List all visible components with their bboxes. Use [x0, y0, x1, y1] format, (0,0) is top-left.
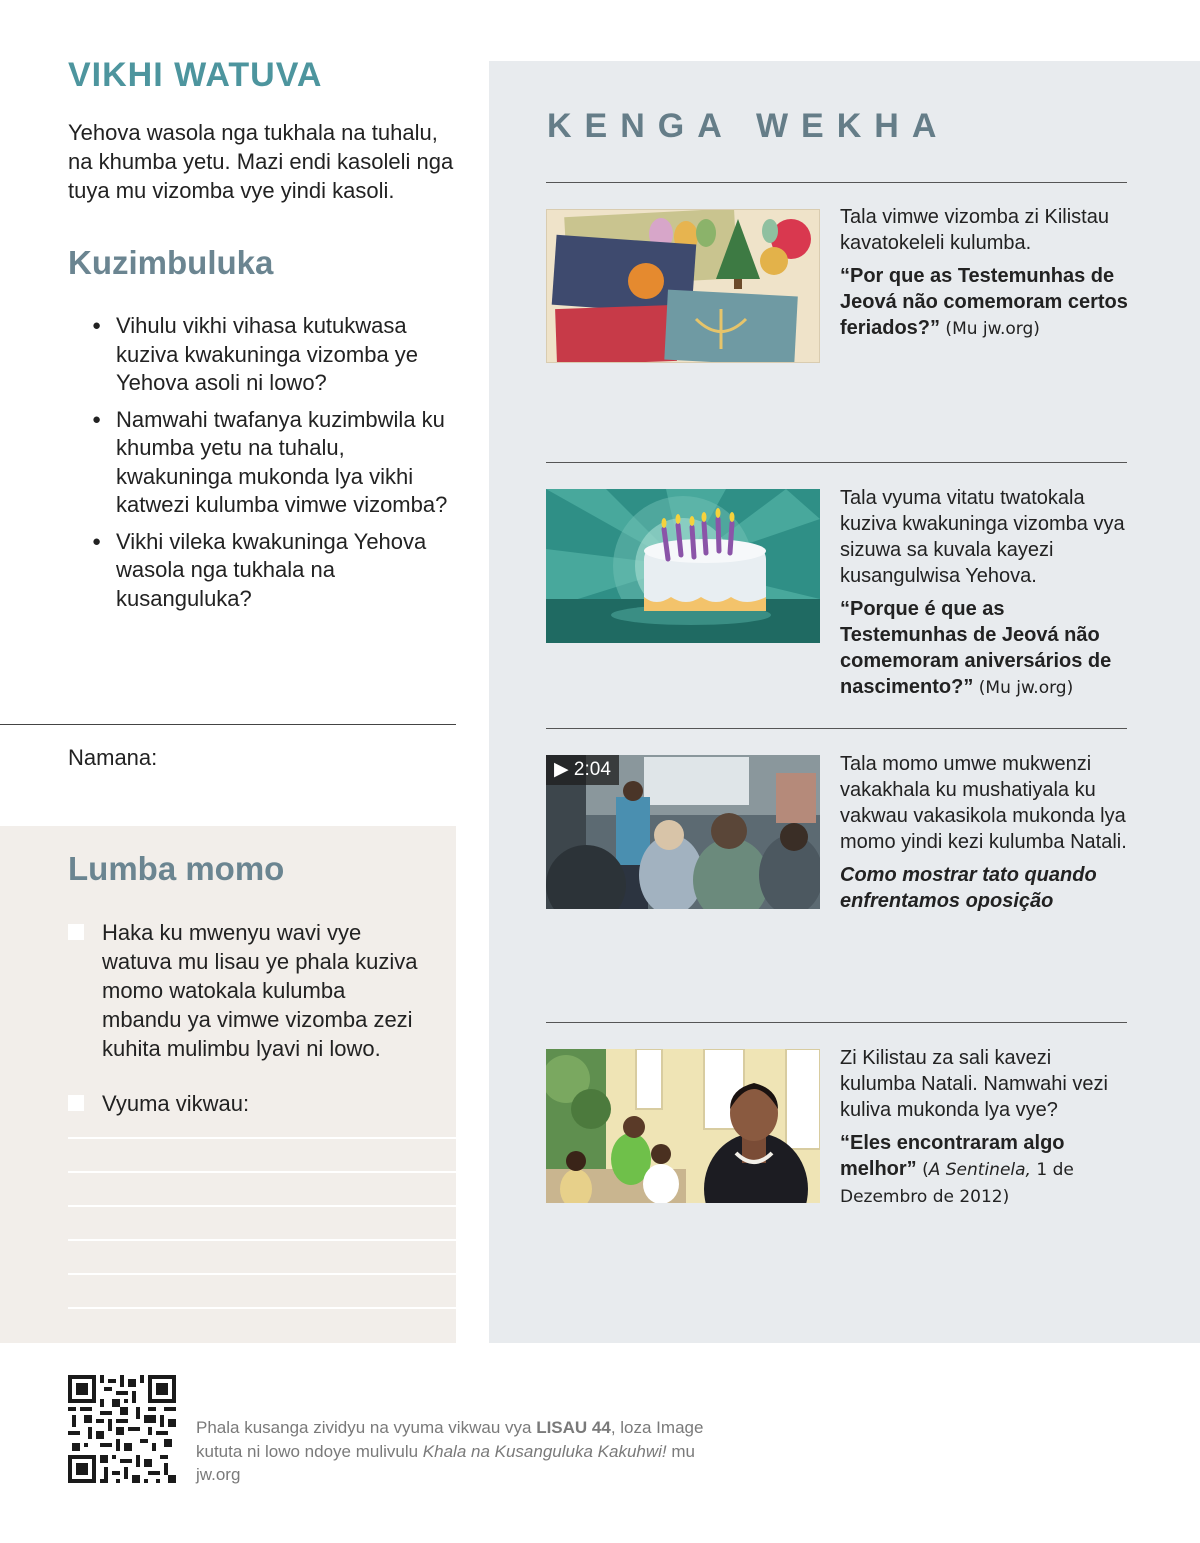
resource-description: Tala vimwe vizomba zi Kilistau kavatokeleli kulumba. [840, 206, 1109, 254]
video-duration: 2:04 [573, 759, 611, 780]
reference-source: ( [916, 1160, 929, 1180]
recap-heading: Kuzimbuluka [68, 244, 274, 281]
resource-item [840, 1045, 1130, 1210]
resource-item [840, 485, 1130, 701]
writing-line[interactable] [68, 1307, 456, 1309]
section-title: VIKHI WATUVA [68, 56, 323, 94]
resource-reference [840, 862, 1130, 914]
reference-title[interactable]: “Porque é que as Testemunhas de Jeová não comemoram aniversários de nascimento?” [840, 598, 1112, 698]
lesson-number: LISAU 44 [536, 1418, 611, 1437]
holidays-collage-illustration [546, 209, 820, 363]
explore-heading: KENGA WEKHA [547, 107, 950, 145]
reference-date: 1 de Dezembro de 2012) [840, 1160, 1074, 1207]
writing-line[interactable] [68, 1137, 456, 1139]
resource-reference [840, 596, 1130, 701]
task-item [68, 1089, 428, 1118]
qr-code-icon[interactable] [68, 1375, 176, 1483]
achieved-label: Namana: [68, 745, 158, 770]
reference-title[interactable]: Como mostrar tato quando enfrentamos oposição [840, 864, 1097, 912]
divider [546, 1022, 1127, 1023]
footer-text: , loza Image kututa ni lowo ndoye mulivulu [196, 1418, 704, 1461]
writing-line[interactable] [68, 1273, 456, 1275]
divider [546, 182, 1127, 183]
family-photo [546, 1049, 820, 1203]
holidays-image[interactable] [546, 209, 820, 363]
resource-description: Tala vyuma vitatu twatokala kuziva kwakuninga vizomba vya sizuwa sa kuvala kayezi kusangulwisa Yehova. [840, 487, 1125, 587]
video-duration-badge [546, 755, 619, 785]
writing-line[interactable] [68, 1239, 456, 1241]
explore-panel [489, 61, 1200, 1343]
resource-reference [840, 263, 1130, 342]
writing-line[interactable] [68, 1171, 456, 1173]
reference-source: (Mu jw.org) [973, 678, 1074, 698]
video-thumbnail[interactable] [546, 755, 820, 909]
recap-item: ● Vihulu vikhi vihasa kutukwasa kuziva kwakuninga vizomba ye Yehova asoli ni lowo? [92, 312, 452, 398]
play-icon: ▶ [554, 759, 569, 780]
recap-item: ● Namwahi twafanya kuzimbwila ku khumba yetu na tuhalu, kwakuninga mukonda lya vikhi katwezi kulumba vimwe vizomba? [92, 406, 452, 520]
resource-item [840, 751, 1130, 914]
task-checkbox[interactable] [68, 1095, 84, 1111]
resource-description: Zi Kilistau za sali kavezi kulumba Natali. Namwahi vezi kuliva mukonda lya vye? [840, 1047, 1108, 1121]
reference-publication: A Sentinela, [928, 1160, 1031, 1180]
task-text: Vyuma vikwau: [102, 1091, 250, 1116]
divider [546, 462, 1127, 463]
resource-description: Tala momo umwe mukwenzi vakakhala ku mushatiyala ku vakwau vakasikola mukonda lya momo yindi kezi kulumba Natali. [840, 753, 1127, 853]
book-title: Khala na Kusanguluka Kakuhwi! [422, 1441, 667, 1461]
task-heading: Lumba momo [68, 850, 285, 887]
reference-title[interactable]: “Por que as Testemunhas de Jeová não comemoram certos feriados?” [840, 265, 1128, 339]
resource-reference [840, 1130, 1130, 1210]
recap-item: ● Vikhi vileka kwakuninga Yehova wasola nga tukhala na kusanguluka? [92, 528, 452, 614]
article-image[interactable] [546, 1049, 820, 1203]
birthday-image[interactable] [546, 489, 820, 643]
task-text: Haka ku mwenyu wavi vye watuva mu lisau ye phala kuziva momo watokala kulumba mbandu ya vimwe vizomba zezi kuhita mulimbu lyavi ni lowo. [102, 920, 418, 1061]
footer-text: mu jw.org [196, 1441, 695, 1484]
task-checkbox[interactable] [68, 924, 84, 940]
task-item [68, 918, 428, 1063]
reference-title[interactable]: “Eles encontraram algo melhor” [840, 1132, 1065, 1180]
divider [0, 724, 456, 725]
recap-list [92, 312, 452, 621]
divider [546, 728, 1127, 729]
intro-paragraph: Yehova wasola nga tukhala na tuhalu, na khumba yetu. Mazi endi kasoleli nga tuya mu vizomba vye yindi kasoli. [68, 120, 454, 203]
resource-item [840, 204, 1130, 342]
task-box [0, 826, 456, 1343]
reference-source: (Mu jw.org) [940, 319, 1040, 339]
writing-line[interactable] [68, 1205, 456, 1207]
footer-note [196, 1416, 716, 1487]
birthday-cake-illustration [546, 489, 820, 643]
footer-text: Phala kusanga zividyu na vyuma vikwau vya [196, 1418, 537, 1437]
